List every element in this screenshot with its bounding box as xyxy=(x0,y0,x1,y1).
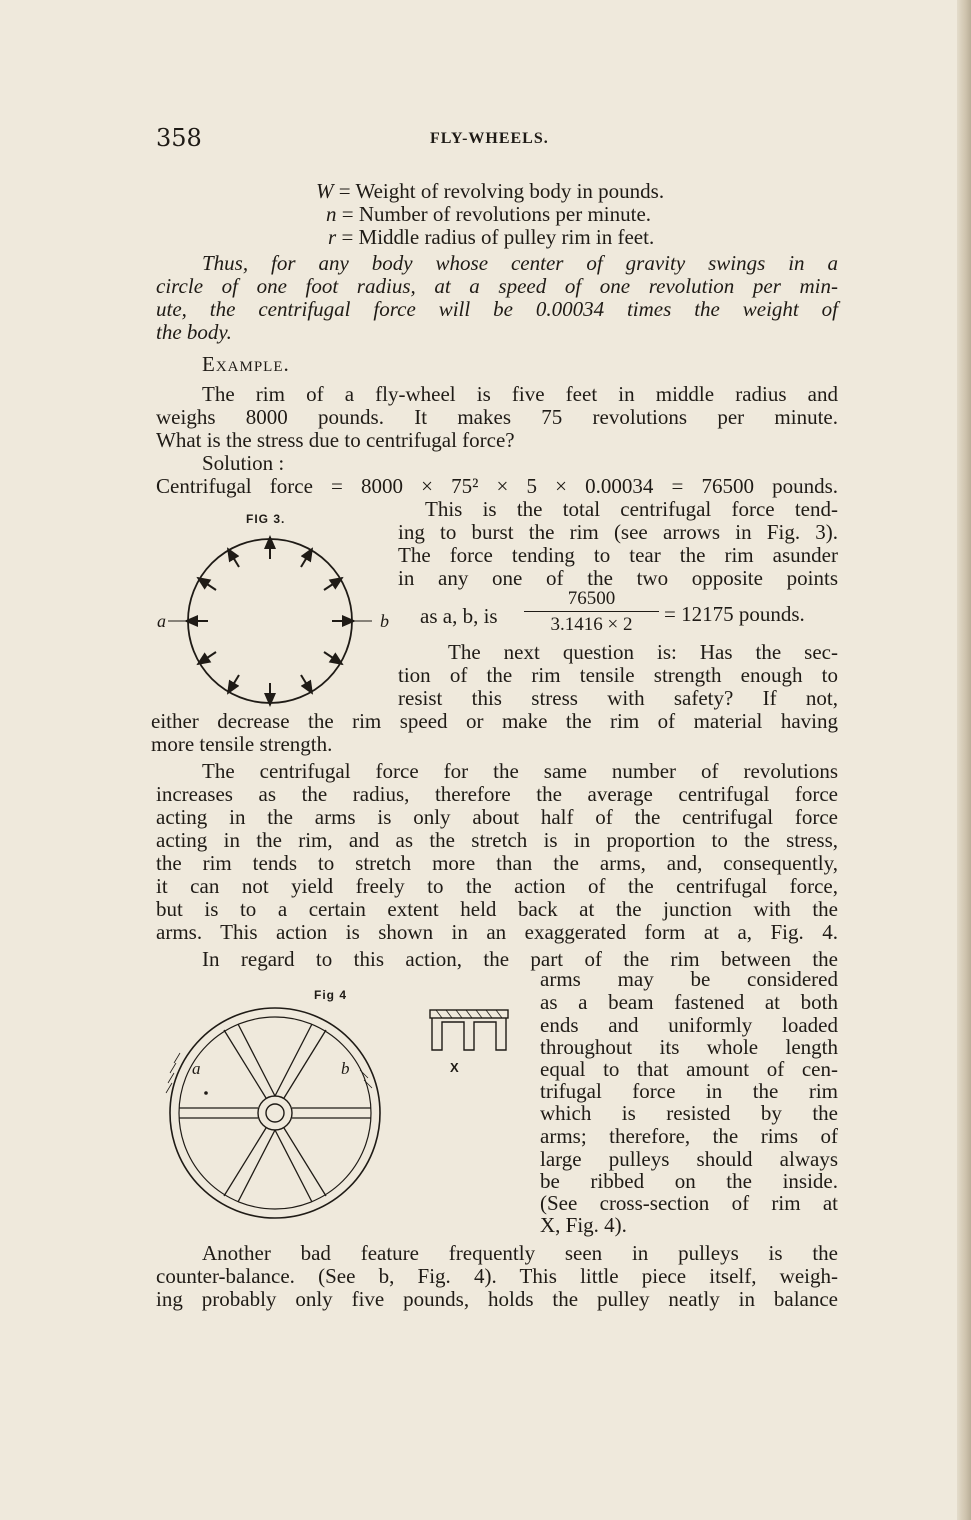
fig4-label: Fig 4 xyxy=(314,988,348,1002)
solution-label: Solution : xyxy=(202,451,285,475)
fig4-point-b: b xyxy=(341,1059,350,1078)
body-line: Another bad feature frequently seen in pulleys is the xyxy=(202,1241,838,1265)
body-line: ends and uniformly loaded xyxy=(540,1013,838,1037)
body-line: acting in the arms is only about half of the centrifugal force xyxy=(156,805,838,829)
body-line: weighs 8000 pounds. It makes 75 revolutions per minute. xyxy=(156,405,838,429)
body-line: be ribbed on the inside. xyxy=(540,1169,838,1193)
body-line: resist this stress with safety? If not, xyxy=(398,686,838,710)
body-line: which is resisted by the xyxy=(540,1101,838,1125)
body-line: large pulleys should always xyxy=(540,1147,838,1171)
body-line: counter-balance. (See b, Fig. 4). This little piece itself, weigh- xyxy=(156,1264,838,1288)
running-title: FLY-WHEELS. xyxy=(430,130,549,147)
definition-text: = Weight of revolving body in pounds. xyxy=(338,179,665,203)
definition-line xyxy=(328,226,654,248)
body-line: tion of the rim tensile strength enough to xyxy=(398,663,838,687)
fraction-result: = 12175 pounds. xyxy=(664,602,805,626)
body-line: more tensile strength. xyxy=(151,732,333,756)
fig4-bore xyxy=(266,1104,284,1122)
body-line: arms; therefore, the rims of xyxy=(540,1124,838,1148)
rim-cross-section xyxy=(428,1008,512,1058)
page-number: 358 xyxy=(156,124,202,152)
fig3-point-b: b xyxy=(380,611,389,631)
definition-line xyxy=(326,203,651,225)
equation-line: Centrifugal force = 8000 × 75² × 5 × 0.00034 = 76500 pounds. xyxy=(156,474,838,498)
body-line: The centrifugal force for the same number of revolutions xyxy=(202,759,838,783)
definition-symbol: n xyxy=(326,202,337,226)
body-line: but is to a certain extent held back at the junction with the xyxy=(156,897,838,921)
definition-symbol: r xyxy=(328,225,337,249)
body-line: The rim of a fly-wheel is five feet in middle radius and xyxy=(202,382,838,406)
fig4-diagram xyxy=(160,1008,390,1238)
body-line: arms. This action is shown in an exaggerated form at a, Fig. 4. xyxy=(156,920,838,944)
body-line: (See cross-section of rim at xyxy=(540,1191,838,1215)
fig4-hub xyxy=(258,1096,292,1130)
fraction-prefix: as a, b, is xyxy=(420,604,498,628)
body-line: The next question is: Has the sec- xyxy=(448,640,838,664)
body-line: ing probably only five pounds, holds the pulley neatly in balance xyxy=(156,1287,838,1311)
body-line: ing to burst the rim (see arrows in Fig. 3). xyxy=(398,520,838,544)
page-edge xyxy=(957,0,971,1520)
example-heading: Example. xyxy=(202,352,290,376)
body-line: The force tending to tear the rim asunder xyxy=(398,543,838,567)
body-line: acting in the rim, and as the stretch is in proportion to the stress, xyxy=(156,828,838,852)
body-line: trifugal force in the rim xyxy=(540,1079,838,1103)
definition-line xyxy=(316,180,664,202)
fraction-bar xyxy=(524,611,659,612)
rule-line: Thus, for any body whose center of gravity swings in a xyxy=(202,251,838,275)
fraction-numerator: 76500 xyxy=(567,588,616,609)
rule-line: circle of one foot radius, at a speed of one revolution per min- xyxy=(156,274,838,298)
body-line: What is the stress due to centrifugal force? xyxy=(156,428,515,452)
definition-text: = Middle radius of pulley rim in feet. xyxy=(341,225,655,249)
body-line: In regard to this action, the part of the rim between the xyxy=(202,947,838,971)
body-line: it can not yield freely to the action of the centrifugal force, xyxy=(156,874,838,898)
definition-text: = Number of revolutions per minute. xyxy=(341,202,652,226)
fig4-point-a: a xyxy=(192,1059,201,1078)
body-line: either decrease the rim speed or make the rim of material having xyxy=(151,709,838,733)
body-line: as a beam fastened at both xyxy=(540,990,838,1014)
fig4-inner-rim xyxy=(179,1017,371,1209)
body-line: arms may be considered xyxy=(540,967,838,991)
body-line: throughout its whole length xyxy=(540,1035,838,1059)
rule-line: the body. xyxy=(156,320,232,344)
rule-line: ute, the centrifugal force will be 0.00034 times the weight of xyxy=(156,297,838,321)
body-line: in any one of the two opposite points xyxy=(398,566,838,590)
fraction-denominator: 3.1416 × 2 xyxy=(550,614,633,635)
body-line: increases as the radius, therefore the average centrifugal force xyxy=(156,782,838,806)
fig4-outer-rim xyxy=(170,1008,380,1218)
cross-section-label: X xyxy=(450,1060,460,1075)
body-line: the rim tends to stretch more than the arms, and, consequently, xyxy=(156,851,838,875)
fig3-label: FIG 3. xyxy=(246,512,286,526)
fig3-point-a: a xyxy=(157,611,166,631)
body-line: X, Fig. 4). xyxy=(540,1213,627,1237)
body-line: equal to that amount of cen- xyxy=(540,1057,838,1081)
fig3-rim xyxy=(188,539,352,703)
definition-symbol: W xyxy=(316,179,334,203)
body-line: This is the total centrifugal force tend- xyxy=(425,497,838,521)
fig3-diagram xyxy=(150,525,400,715)
